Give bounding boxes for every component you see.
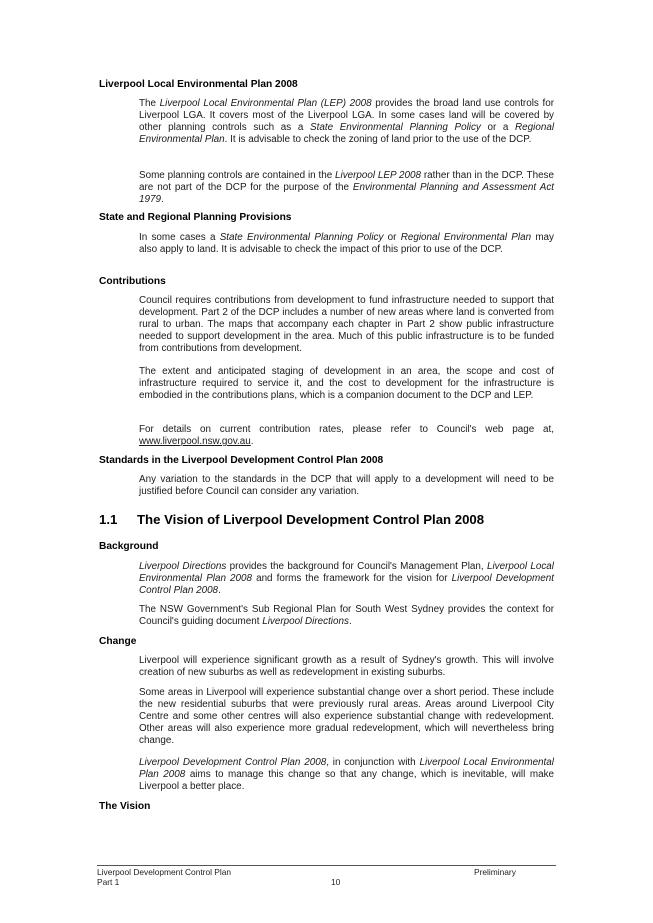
italic-text: Regional Environmental Plan (139, 121, 555, 145)
text-run: rather than in the DCP. These are not part of the DCP for the purpose of the (139, 170, 554, 193)
italic-text: Environmental Planning and Assessment Act 1979 (139, 181, 554, 205)
footer-status: Preliminary (474, 867, 516, 877)
text-run: or (383, 232, 401, 243)
italic-text: Liverpool Development Control Plan 2008 (139, 572, 554, 596)
paragraph-contrib-1 (139, 295, 554, 355)
heading-change: Change (99, 636, 137, 647)
text-run: . (218, 584, 221, 596)
section-heading-vision (99, 512, 484, 527)
text-run: The NSW Government's Sub Regional Plan for South West Sydney provides the context for Council's guiding document (139, 604, 554, 627)
italic-text: State Environmental Planning Policy (219, 232, 384, 243)
heading-lep: Liverpool Local Environmental Plan 2008 (99, 79, 298, 90)
paragraph-state-1 (139, 232, 554, 256)
paragraph-change-2 (139, 687, 554, 747)
paragraph-lep-1 (139, 98, 554, 146)
text-run: provides the background for Council's Management Plan, (226, 561, 487, 572)
heading-state-regional: State and Regional Planning Provisions (99, 212, 292, 223)
text-run: provides the broad land use controls for Liverpool LGA. It covers most of the Liverpool LGA. In some cases land will be covered by other planning controls such as a (139, 98, 555, 133)
web-link[interactable]: www.liverpool.nsw.gov.au (139, 435, 251, 447)
paragraph-lep-2 (139, 170, 554, 206)
text-run: . (250, 435, 254, 447)
text-run: or a (480, 121, 516, 133)
footer-part: Part 1 (97, 877, 120, 887)
text-run: In some cases a (139, 232, 220, 243)
footer-doc-title: Liverpool Development Control Plan (97, 867, 232, 877)
text-run: , in conjunction with (326, 757, 420, 768)
footer-divider (97, 865, 556, 866)
italic-text: Regional Environmental Plan (400, 232, 532, 243)
text-run: The (139, 98, 160, 109)
heading-background: Background (99, 541, 159, 552)
text-run: Council requires contributions from development to fund infrastructure needed to support that development. Part 2 of the DCP includes a number of new areas where land is converted from rural to urban. The maps that accompany each chapter in Part 2 show public infrastructure needed to support development in the area. Much of this public infrastructure is to be funded from contributions from development. (139, 295, 554, 354)
italic-text: Liverpool Directions (262, 615, 349, 627)
italic-text: Liverpool Local Environmental Plan 2008 (139, 757, 554, 780)
text-run: . It is advisable to check the zoning of land prior to the use of the DCP. (224, 133, 532, 145)
text-run: Liverpool will experience significant growth as a result of Sydney's growth. This will involve creation of new suburbs as well as redevelopment in existing suburbs. (139, 655, 554, 678)
paragraph-change-3 (139, 757, 554, 793)
section-title: The Vision of Liverpool Development Control Plan 2008 (137, 512, 485, 527)
paragraph-standards-1 (139, 474, 554, 498)
italic-text: Liverpool Directions (139, 561, 227, 572)
text-run: aims to manage this change so that any change, which is inevitable, will make Liverpool a better place. (139, 768, 554, 792)
footer-page-number: 10 (331, 877, 341, 887)
heading-the-vision: The Vision (99, 801, 151, 812)
text-run: and forms the framework for the vision for (252, 572, 452, 584)
heading-standards: Standards in the Liverpool Development Control Plan 2008 (99, 455, 384, 466)
heading-contributions: Contributions (99, 276, 166, 287)
italic-text: Liverpool LEP 2008 (335, 170, 422, 181)
text-run: For details on current contribution rates, please refer to Council's web page at, (139, 424, 554, 435)
paragraph-contrib-3 (139, 424, 554, 448)
text-run: may also apply to land. It is advisable to check the impact of this prior to use of the DCP. (139, 232, 554, 255)
paragraph-change-1 (139, 655, 554, 679)
text-run: Some planning controls are contained in the (139, 170, 336, 181)
paragraph-contrib-2 (139, 366, 554, 402)
italic-text: Liverpool Local Environmental Plan 2008 (139, 561, 554, 584)
text-run: Some areas in Liverpool will experience substantial change over a short period. These include the new residential suburbs that were previously rural areas. Areas around Liverpool City Centre and some other centres will also experience substantial change with redevelopment. Other areas will also experience more gradual redevelopment, which will nevertheless bring change. (139, 687, 554, 746)
text-run: . (160, 193, 164, 205)
italic-text: Liverpool Development Control Plan 2008 (139, 757, 327, 768)
paragraph-background-1 (139, 561, 554, 597)
italic-text: State Environmental Planning Policy (310, 121, 481, 133)
paragraph-background-2 (139, 604, 554, 628)
section-number: 1.1 (99, 512, 118, 527)
text-run: Any variation to the standards in the DCP that will apply to a development will need to be justified before Council can consider any variation. (139, 474, 554, 497)
italic-text: Liverpool Local Environmental Plan (LEP) 2008 (159, 98, 372, 109)
text-run: . (348, 615, 352, 627)
text-run: The extent and anticipated staging of development in an area, the scope and cost of infrastructure required to service it, and the cost to development for the infrastructure is embodied in the contributions plans, which is a companion document to the DCP and LEP. (139, 366, 554, 401)
